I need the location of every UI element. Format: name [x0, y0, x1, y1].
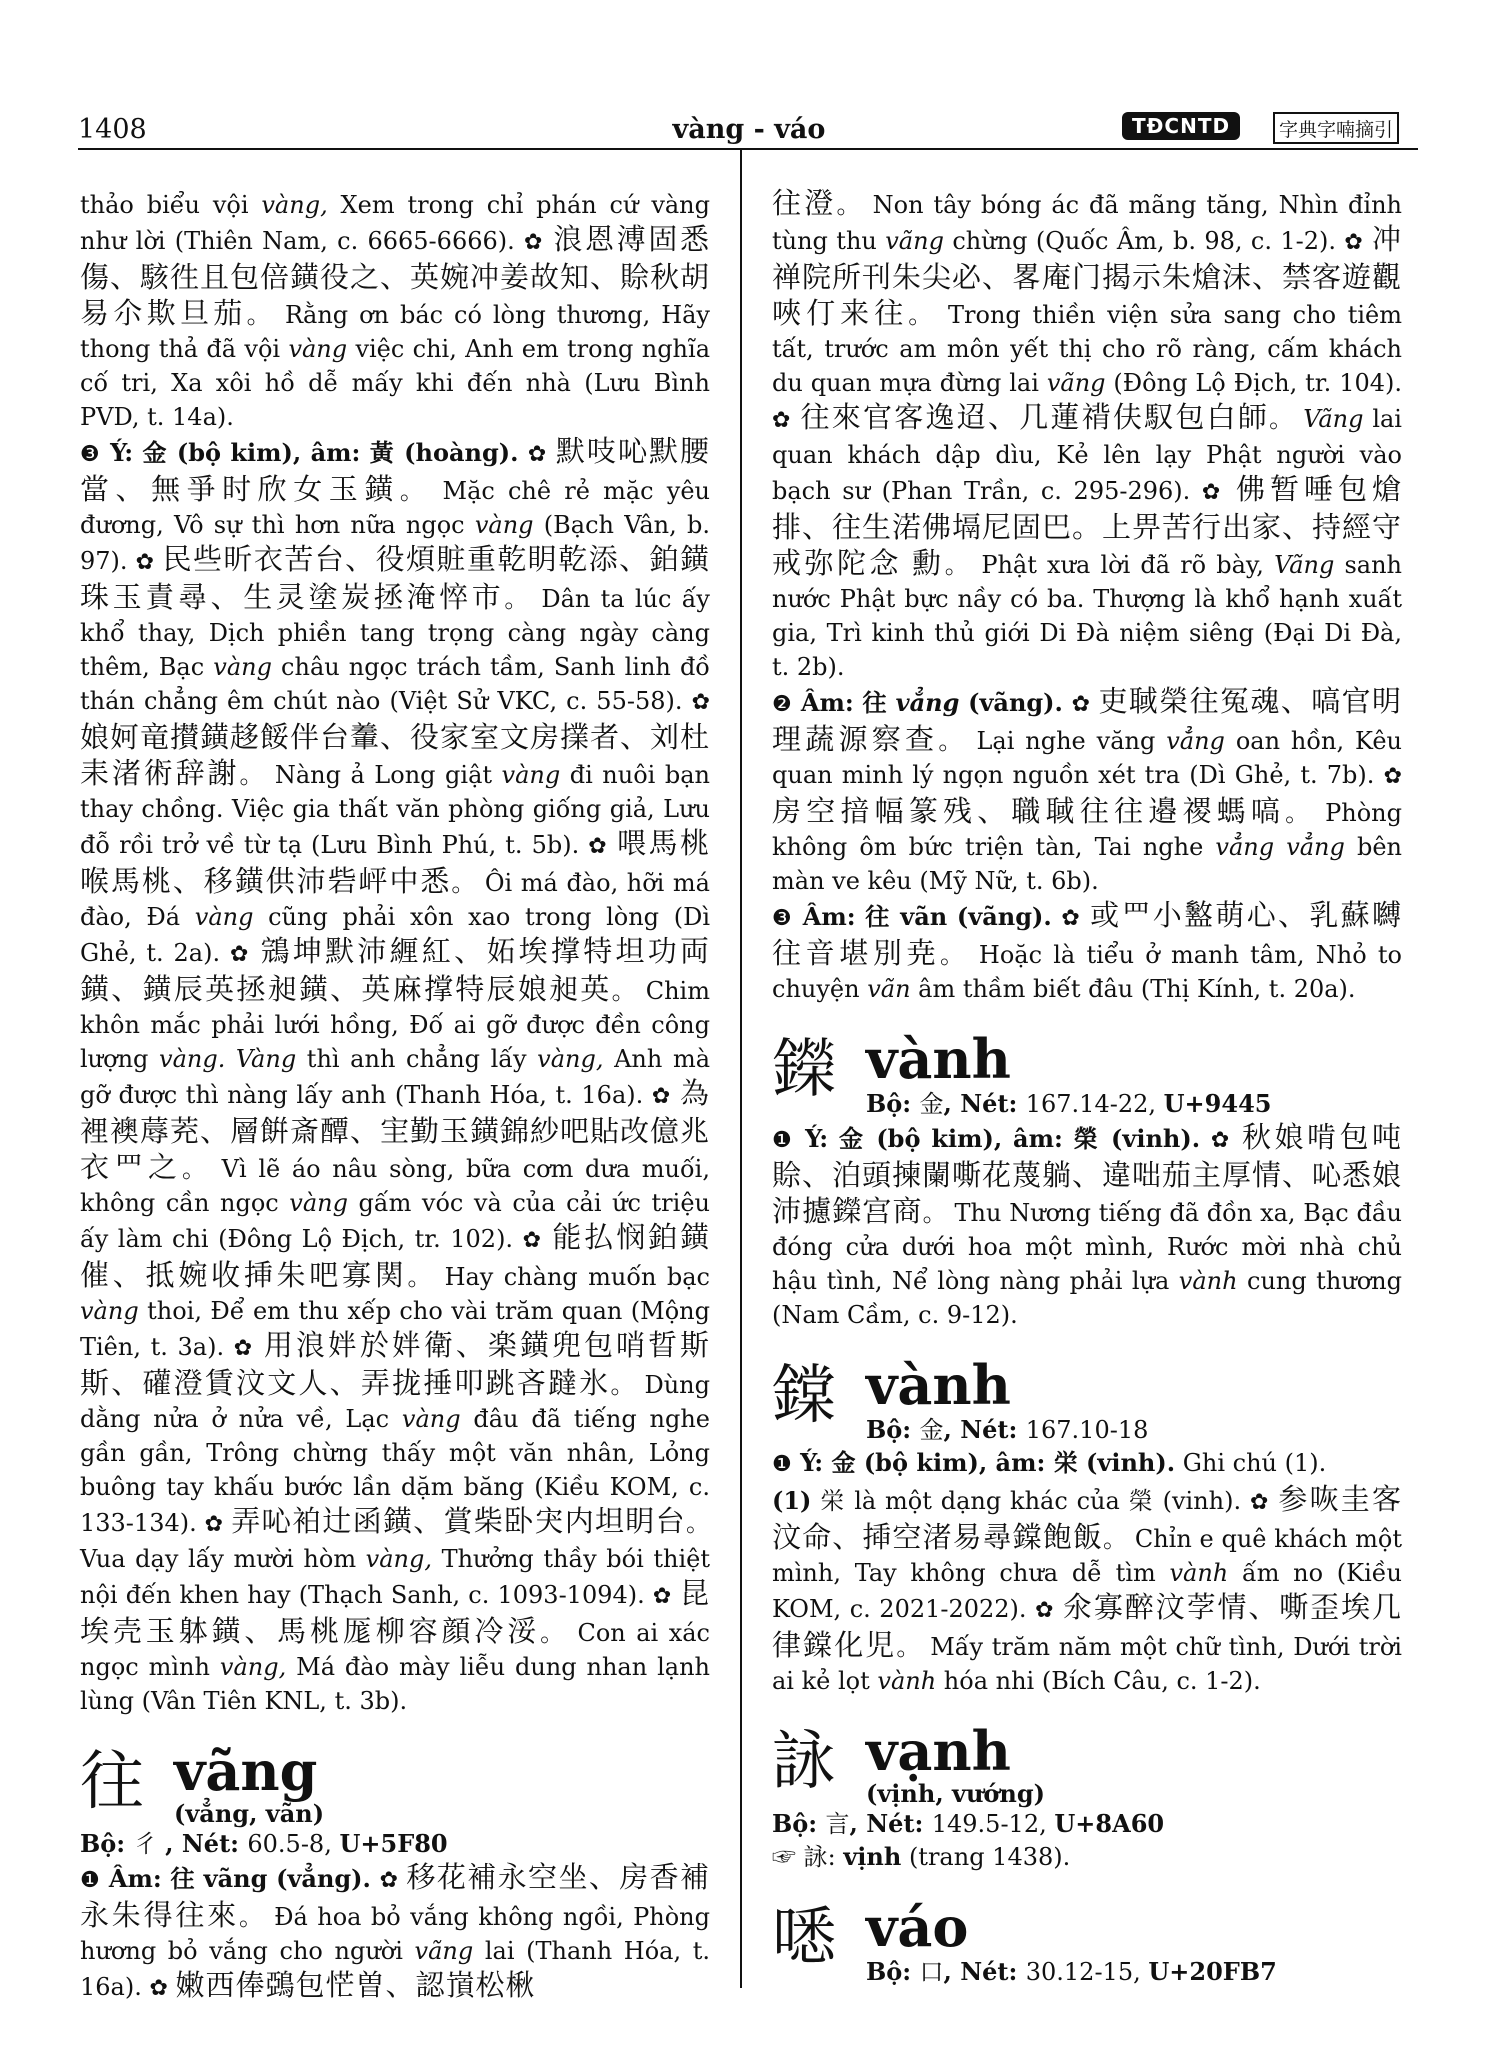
- sense-number-icon: ❸: [772, 906, 794, 931]
- flower-icon: ✿: [588, 834, 609, 859]
- text: 。 Con ai xác ngọc mình: [80, 1619, 710, 1681]
- entry-alternate-readings: (vẳng, vãn): [174, 1799, 325, 1828]
- sense-2: [772, 684, 1402, 898]
- text: 。 Phật xưa lời đã rõ bày,: [944, 551, 1275, 579]
- flower-icon: ✿: [651, 1084, 672, 1109]
- ref-character: 詠:: [796, 1843, 844, 1871]
- sense-label: Ý: 金 (bộ kim), âm: 黃 (hoàng).: [100, 438, 528, 467]
- meta-label: , Nét:: [165, 1829, 248, 1858]
- flower-icon: ✿: [527, 442, 548, 467]
- entry-vanh-3: [772, 1719, 1402, 1840]
- entry-meta: [772, 1808, 1402, 1840]
- entry-character: 詠: [772, 1725, 836, 1799]
- text: 。: [1269, 405, 1304, 433]
- headword-italic: vàng: [501, 761, 561, 789]
- meta-radical: 彳: [133, 1830, 166, 1858]
- text: 栄 là một dạng khác của 榮 (vinh).: [811, 1487, 1250, 1515]
- sense-1: [80, 1860, 710, 2006]
- headword-italic: vàng,: [537, 1045, 604, 1073]
- nom-citation: 往澄: [772, 186, 837, 220]
- page-number: 1408: [78, 114, 147, 145]
- entry-meta: [866, 1956, 1402, 1988]
- headword-italic: vàng. Vàng: [159, 1045, 297, 1073]
- left-column: [80, 188, 710, 2006]
- headword-italic: vành: [1169, 1559, 1229, 1587]
- text: thoi, Để em thu xếp cho vài trăm quan (Mộng Tiên, t. 3a).: [80, 1297, 710, 1361]
- flower-icon: ✿: [1061, 906, 1082, 931]
- nom-citation: 参咴圭客汶命、揷空渚易尋鏿飽飯: [772, 1482, 1402, 1554]
- text: 。 Đá hoa bỏ vắng không ngồi, Phòng hương bỏ vắng cho người: [80, 1903, 710, 1965]
- entry-meta: [866, 1414, 1402, 1446]
- text: 。 Dân ta lúc ấy khổ thay, Dịch phiền tang trọng càng ngày càng thêm, Bạc: [80, 585, 710, 681]
- text: thảo biểu vội: [80, 191, 262, 219]
- text: lai quan khách dập dìu, Kẻ lên lạy Phật người vào bạch sư (Phan Trần, c. 295-296).: [772, 405, 1402, 505]
- entry-headword: vành: [866, 1027, 1011, 1091]
- entry-character: 往: [80, 1745, 144, 1819]
- headword-italic: vàng: [213, 653, 272, 681]
- headword-italic: vãng: [414, 1937, 474, 1965]
- flower-icon: ✿: [1035, 1598, 1055, 1623]
- sense-label: Âm: 往: [792, 688, 896, 717]
- headword-italic: vàng,: [261, 191, 328, 219]
- text: 。 Hay chàng muốn bạc: [407, 1263, 710, 1291]
- text: đi nuôi bạn thay chồng. Việc gia thất văn phòng giống giả, Lưu đỗ rồi trở về từ tạ (Lưu Bình Phú, t. 5b).: [80, 761, 710, 859]
- flower-icon: ✿: [652, 1584, 672, 1609]
- entry-headword: vạnh: [866, 1719, 1011, 1783]
- sense-label: (vãng).: [959, 688, 1072, 717]
- nom-citation: 冲禅院所刊朱尖必、畧庵门揭示朱熗沫、禁客遊觀唊仃来往: [772, 222, 1403, 330]
- sense-number-icon: ❶: [80, 1868, 101, 1893]
- flower-icon: ✿: [772, 408, 792, 433]
- nom-citation: 或罒小盭萌心、乳蘇嚩往音堪別尭: [772, 898, 1402, 970]
- pointing-hand-icon: ☞: [772, 1843, 796, 1871]
- nom-citation: 秋娘啃包吨賒、泊頭揀闌嘶花蔑躺、違咄茄主厚情、吣悉娘沛攄鑅宫商: [772, 1120, 1403, 1228]
- nom-citation: 弄吣袙辻函鐄、賞柴卧宊内坦眀台: [231, 1504, 686, 1538]
- meta-label: , Nét:: [943, 1089, 1026, 1118]
- sense-label: Âm: 往 vãn (vãng).: [793, 902, 1062, 931]
- text: chừng (Quốc Âm, b. 98, c. 1-2).: [943, 227, 1345, 255]
- nom-citation: 昆埃壳玉躰鐄、馬桃厖柳容顔冷浽: [80, 1576, 710, 1648]
- text: 。 Mấy trăm năm một chữ tình, Dưới trời ai kẻ lọt: [772, 1633, 1402, 1695]
- text: oan hồn, Kêu quan minh lý ngọn nguồn xét tra (Dì Ghẻ, t. 7b).: [772, 727, 1402, 789]
- nom-citation: 為裡襖蓐茺、層餠斎醰、宔勤玉鐄錦紗吧貼改億兆衣罒之: [80, 1076, 711, 1184]
- header-rule: [78, 148, 1418, 150]
- note-label: (1): [772, 1486, 812, 1515]
- meta-radical: 言: [825, 1810, 850, 1838]
- meta-strokes: 167.10-18: [1025, 1416, 1149, 1444]
- text: 。 Trong thiền viện sửa sang cho tiêm tất, trước am môn yết thị cho rõ ràng, cấm khách du quan mựa đừng lai: [772, 301, 1402, 397]
- note-1: [772, 1482, 1402, 1698]
- nom-citation: 默吱吣默腰當、無爭时欣女玉鐄: [80, 434, 710, 506]
- meta-radical: 金: [919, 1090, 944, 1118]
- meta-label: , Nét:: [943, 1957, 1026, 1986]
- nom-citation: 氽寡醉汶茡情、嘶歪埃几律鏿化児: [772, 1590, 1402, 1662]
- sense-number-icon: ❶: [772, 1452, 792, 1477]
- flower-icon: ✿: [135, 550, 155, 575]
- headword-italic: vãng: [1046, 369, 1106, 397]
- publisher-logo: 字典字喃摘引: [1273, 112, 1399, 144]
- nom-citation: 喂馬桃喉馬桃、移鐄供沛砦岼中悉: [80, 826, 710, 898]
- nom-citation: 往來官客逸迢、几蓮禙伕馭包白師: [800, 400, 1270, 434]
- text: (Đông Lộ Địch, tr. 104).: [1105, 369, 1402, 397]
- sense-1: [772, 1446, 1402, 1482]
- entry-meta: [80, 1828, 710, 1860]
- entry-headword: váo: [866, 1895, 969, 1959]
- flower-icon: ✿: [149, 1976, 168, 2001]
- sense-1: [772, 1120, 1402, 1332]
- nom-citation: 嫩西俸鵶包恾曽、認嵿松楸: [175, 1968, 536, 2002]
- entry-vao: [772, 1895, 1402, 1988]
- sense-label: Ý: 金 (bộ kim), âm: 栄 (vinh).: [791, 1448, 1176, 1477]
- column-divider: [740, 150, 742, 1988]
- headword-italic: vàng: [401, 1405, 461, 1433]
- text: Má đào mày liễu dung nhan lạnh lùng (Vân Tiên KNL, t. 3b).: [80, 1653, 710, 1715]
- cross-reference: [772, 1840, 1402, 1874]
- nom-citation: 用浪姅於姅衛、楽鐄兜包哨晢斯斯、礶澄賃汶文人、弄拢捶叩跳吝躂氷: [80, 1328, 710, 1400]
- sense-number-icon: ❷: [772, 692, 793, 717]
- flower-icon: ✿: [524, 230, 545, 255]
- entry-character: 鏿: [772, 1359, 836, 1433]
- meta-strokes: 149.5-12,: [931, 1810, 1055, 1838]
- sense-label: Âm: 往 vãng (vẳng).: [100, 1864, 380, 1893]
- meta-label: Bộ:: [866, 1089, 920, 1118]
- flower-icon: ✿: [1201, 480, 1225, 505]
- entry-character: 㗭: [772, 1901, 836, 1975]
- nom-citation: 房空揞幅篆残、職聝往往邉禝螞嗃: [772, 794, 1286, 828]
- text: 。 Vì lẽ áo nâu sòng, bữa cơm dưa muối, không cần ngọc: [80, 1155, 710, 1217]
- text: cũng phải xôn xao trong lòng (Dì Ghẻ, t. 2a).: [80, 903, 710, 967]
- flower-icon: ✿: [1249, 1490, 1270, 1515]
- sense-3: [772, 898, 1402, 1006]
- continued-paragraph: [772, 186, 1402, 684]
- nom-citation: 吏聝榮往冤魂、嗃官明理蔬源察查: [772, 684, 1402, 756]
- text: 。 Non tây bóng ác đã mãng tăng, Nhìn đỉnh tùng thu: [772, 191, 1402, 255]
- meta-unicode: U+8A60: [1054, 1809, 1165, 1838]
- text: 。 Ôi má đào, hỡi má đào, Đá: [80, 869, 710, 931]
- flower-icon: ✿: [1071, 692, 1091, 717]
- meta-label: , Nét:: [943, 1415, 1026, 1444]
- text: 。 Mặc chê rẻ mặc yêu đương, Vô sự thì hơn nữa ngọc: [80, 477, 710, 539]
- flower-icon: ✿: [1344, 230, 1364, 255]
- headword-italic: vàng,: [219, 1653, 287, 1681]
- ref-link[interactable]: vịnh: [843, 1842, 902, 1871]
- sense-number-icon: ❶: [772, 1128, 795, 1153]
- text: 。 Rằng ơn bác có lòng thương, Hãy thong thả đã vội: [80, 301, 710, 363]
- text: hóa nhi (Bích Câu, c. 1-2).: [936, 1667, 1261, 1695]
- meta-strokes: 167.14-22,: [1025, 1090, 1164, 1118]
- sense-label: Ý: 金 (bộ kim), âm: 榮 (vinh).: [794, 1124, 1211, 1153]
- text: đâu đã tiếng nghe gần gần, Trông chừng thấy một văn nhân, Lỏng buông tay khấu bước lần dặm băng (Kiều KOM, c. 133-134).: [80, 1405, 710, 1537]
- headword-italic: vàng: [194, 903, 254, 931]
- headword-italic: vàng: [474, 511, 534, 539]
- meta-label: Bộ:: [866, 1957, 920, 1986]
- text: Anh mà gỡ được thì nàng lấy anh (Thanh Hóa, t. 16a).: [80, 1045, 711, 1109]
- sense-3: [80, 434, 710, 1718]
- text: (Bạch Vân, b. 97).: [80, 511, 711, 575]
- nom-citation: 娘妸竜攅鐄趍餒伴台䡨、役家室文房擈者、刘杜耒渚術辞謝: [80, 720, 711, 790]
- headword-italic: vàng: [80, 1297, 139, 1325]
- flower-icon: ✿: [233, 1336, 255, 1361]
- text: 。 Phòng không ôm bức triện tàn, Tai nghe: [772, 799, 1402, 861]
- flower-icon: ✿: [229, 942, 251, 967]
- headword-italic: Vãng: [1303, 405, 1364, 433]
- entry-meta: [866, 1088, 1402, 1120]
- text: Ghi chú (1).: [1175, 1449, 1327, 1477]
- meta-unicode: U+9445: [1163, 1089, 1272, 1118]
- running-head: vàng - váo: [672, 114, 826, 145]
- text: 。 Chim khôn mắc phải lưới hồng, Đố ai gỡ được đền công lượng: [80, 977, 710, 1073]
- headword-italic: vàng: [289, 1189, 348, 1217]
- flower-icon: ✿: [379, 1868, 399, 1893]
- headword-italic: vàng: [288, 335, 348, 363]
- meta-label: , Nét:: [849, 1809, 932, 1838]
- ref-page: (trang 1438).: [901, 1843, 1071, 1871]
- headword-italic: vàng,: [365, 1545, 432, 1573]
- nom-citation: 鵍坤默沛緾紅、妬埃撑特坦功両鐄、鐄辰英拯昶鐄、英麻撑特辰娘昶英: [80, 934, 710, 1006]
- nom-citation: 佛暂唾包熗排、往生渃佛塥尼固巴。上畀苦行出家、持經守戒弥陀念: [772, 472, 1403, 580]
- text: âm thầm biết đâu (Thị Kính, t. 20a).: [910, 975, 1356, 1003]
- text: châu ngọc trách tầm, Sanh linh đồ thán chẳng êm chút nào (Việt Sử VKC, c. 55-58).: [80, 653, 710, 715]
- entry-vanh-1: [772, 1027, 1402, 1120]
- text: bên màn ve kêu (Mỹ Nữ, t. 6b).: [772, 833, 1402, 895]
- entry-vanh-2: [772, 1353, 1402, 1446]
- flower-icon: ✿: [1210, 1128, 1232, 1153]
- text: sanh nước Phật bực nầy có ba. Thượng là khổ hạnh xuất gia, Trì kinh thủ giới Di Đà niệm siêng (Đại Di Đà, t. 2b).: [772, 551, 1403, 681]
- flower-icon: ✿: [522, 1228, 543, 1253]
- nom-citation: 民些昕衣苦台、役煩賍重乾眀乾添、鉑鐄珠玉責尋、生灵塗炭拯淹悴市: [80, 542, 710, 614]
- headword-italic: vãn: [867, 975, 911, 1003]
- nom-citation: 能払悯鉑鐄催、抵婉收挿朱吧寡関: [80, 1220, 710, 1292]
- series-logo: TĐCNTD: [1122, 112, 1240, 140]
- text: Xem trong chỉ phán cứ vàng như lời (Thiên Nam, c. 6665-6666).: [80, 191, 710, 255]
- text: ấm no (Kiều KOM, c. 2021-2022).: [772, 1559, 1403, 1623]
- text: thì anh chẳng lấy: [296, 1045, 538, 1073]
- headword-italic: vẳng: [1166, 727, 1225, 755]
- meta-strokes: 60.5-8,: [247, 1830, 340, 1858]
- headword-italic: vãng: [885, 227, 944, 255]
- text: 。 Chỉn e quê khách một mình, Tay không chưa dễ tìm: [772, 1525, 1402, 1587]
- headword-italic: Vãng: [1274, 551, 1335, 579]
- nom-citation: 移花補永空坐、房香補永朱得往來: [80, 1860, 711, 1932]
- flower-icon: ✿: [691, 690, 710, 715]
- text: Thưởng thầy bói thiệt nội đến khen hay (Thạch Sanh, c. 1093-1094).: [80, 1545, 711, 1609]
- text: 。 Nàng ả Long giật: [239, 761, 502, 789]
- sense-number-icon: ❸: [80, 442, 101, 467]
- text: lai (Thanh Hóa, t. 16a).: [80, 1937, 710, 2001]
- entry-alternate-readings: (vịnh, vướng): [866, 1779, 1046, 1808]
- text: 。 Thu Nương tiếng đã đồn xa, Bạc đầu đóng cửa dưới hoa một mình, Rước mời nhà chủ hậu tình, Nể lòng nàng phải lựa: [772, 1199, 1402, 1295]
- meta-radical: 口: [919, 1958, 944, 1986]
- flower-icon: ✿: [204, 1512, 224, 1537]
- headword-italic: vành: [877, 1667, 937, 1695]
- entry-character: 鑅: [772, 1033, 836, 1107]
- headword-italic: vẳng vẳng: [1215, 833, 1345, 861]
- entry-headword: vành: [866, 1353, 1011, 1417]
- text: 。 Vua dạy lấy mười hòm: [80, 1509, 710, 1573]
- flower-icon: ✿: [1383, 764, 1402, 789]
- nom-citation: 浪恩溥固悉傷、駭徃且包倍鐄役之、英婉冲姜故知、賒秋胡易尒欺旦茄: [80, 222, 711, 330]
- text: 。 Hoặc là tiểu ở manh tâm, Nhỏ to chuyện: [772, 941, 1402, 1003]
- text: 。 Lại nghe văng: [938, 727, 1167, 755]
- headword-italic: vành: [1178, 1267, 1238, 1295]
- meta-label: Bộ:: [80, 1829, 134, 1858]
- sense-label-italic: vẳng: [895, 688, 960, 717]
- meta-label: Bộ:: [866, 1415, 920, 1444]
- meta-unicode: U+5F80: [339, 1829, 448, 1858]
- nom-citation: 勳: [912, 546, 945, 580]
- text: 。 Dùng dằng nửa ở nửa về, Lạc: [80, 1371, 710, 1433]
- meta-unicode: U+20FB7: [1148, 1957, 1277, 1986]
- text: cung thương (Nam Cầm, c. 9-12).: [772, 1267, 1403, 1329]
- entry-headword: vãng: [174, 1739, 318, 1803]
- meta-label: Bộ:: [772, 1809, 826, 1838]
- meta-radical: 金: [919, 1416, 944, 1444]
- continued-paragraph: [80, 188, 710, 434]
- entry-vang: [80, 1739, 710, 1860]
- right-column: [772, 186, 1402, 1988]
- text: việc chi, Anh em trong nghĩa cố tri, Xa xôi hồ dễ mấy khi đến nhà (Lưu Bình PVD, t. 14a).: [80, 335, 710, 431]
- meta-strokes: 30.12-15,: [1025, 1958, 1149, 1986]
- text: gấm vóc và của cải ức triệu ấy làm chi (Đông Lộ Địch, tr. 102).: [80, 1189, 710, 1253]
